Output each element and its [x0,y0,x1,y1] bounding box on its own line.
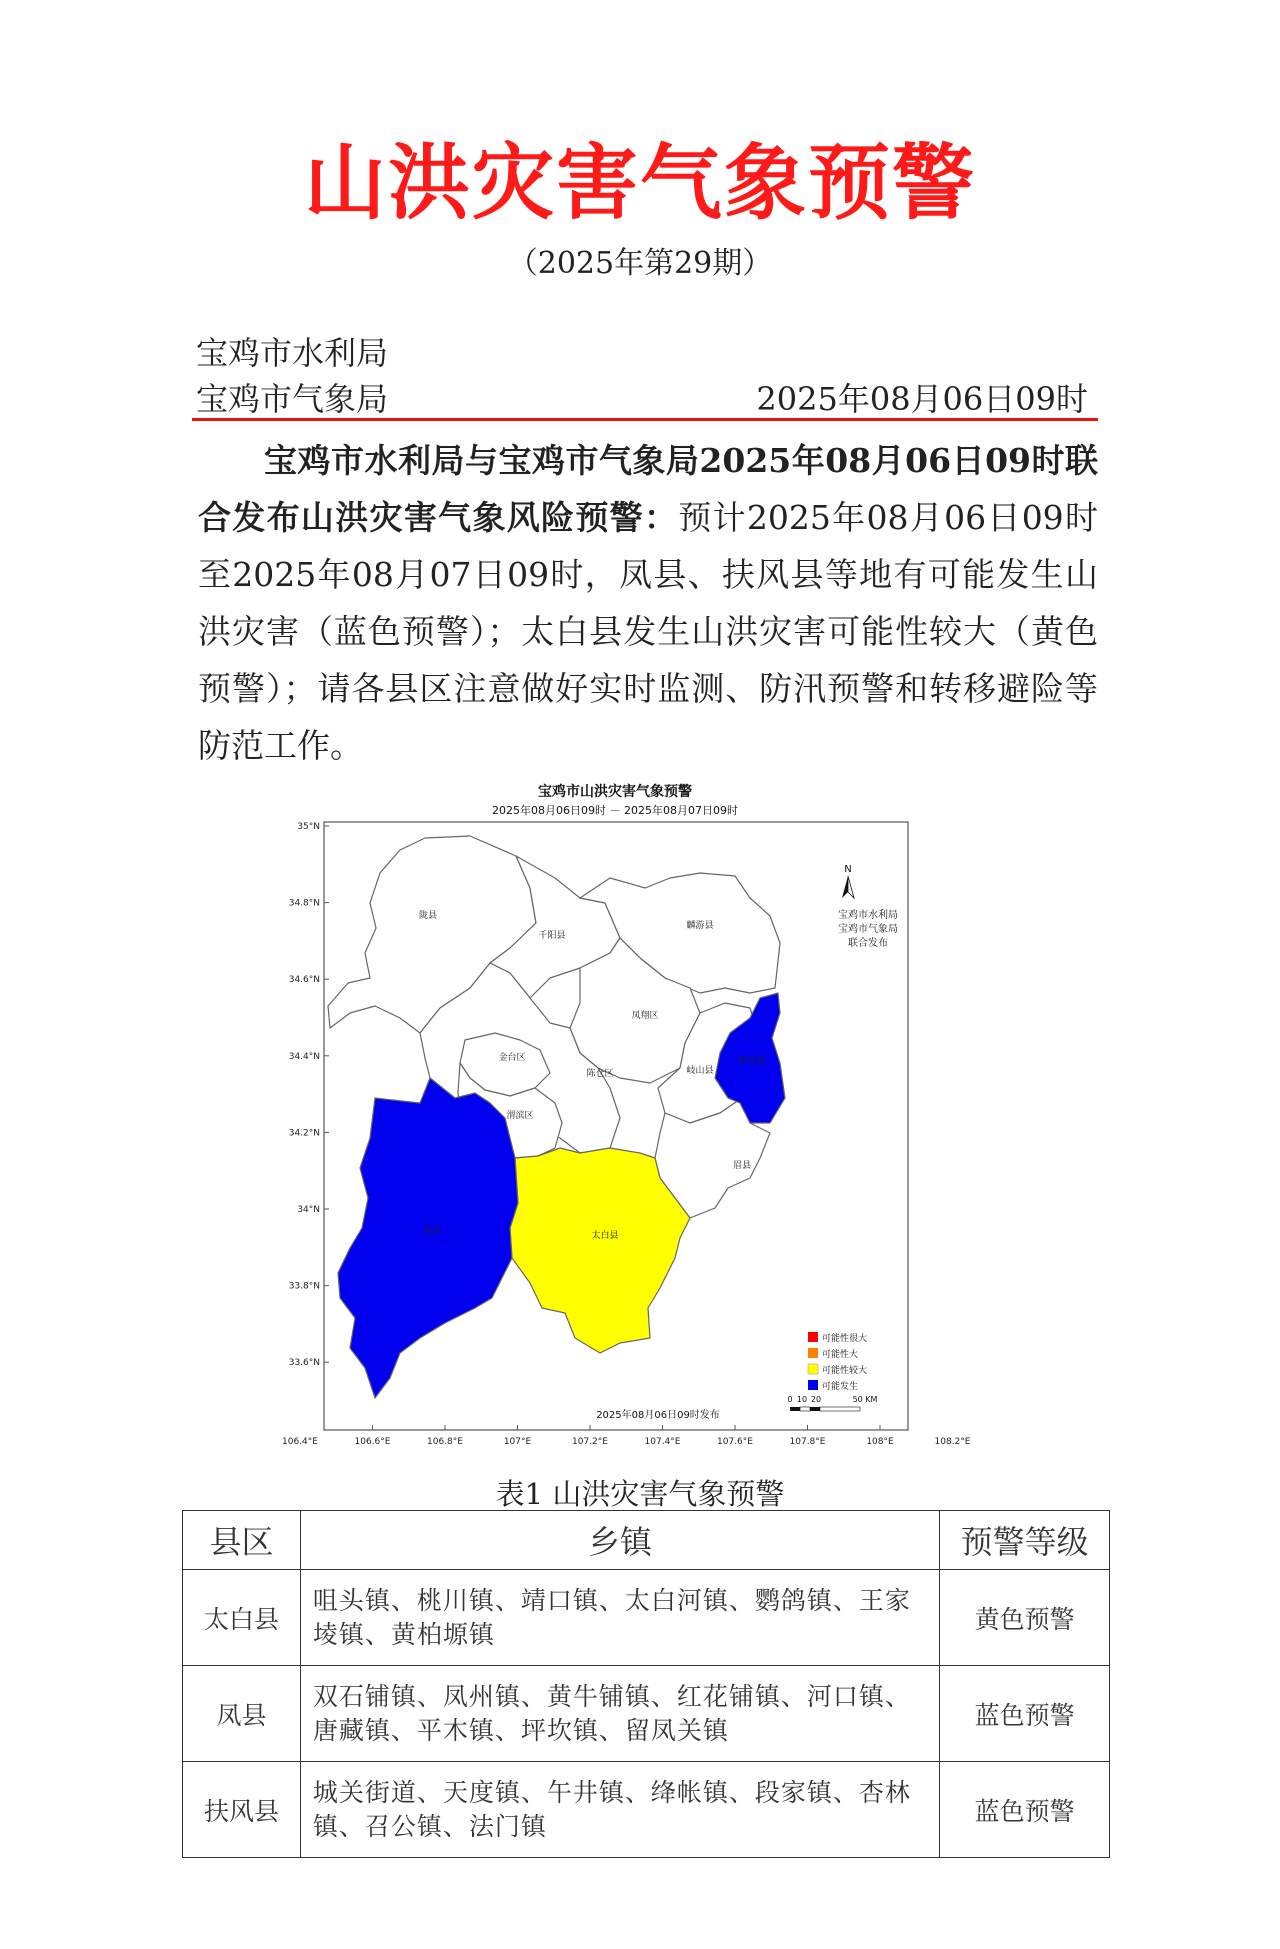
lon-tick-label: 107.8°E [789,1437,826,1447]
latitude-ticks [289,822,329,1368]
lat-tick-label: 33.6°N [288,1358,320,1369]
label-chencang: 陈仓区 [586,1069,614,1079]
row-towns: 双石铺镇、凤州镇、黄牛铺镇、红花铺镇、河口镇、唐藏镇、平木镇、坪坎镇、留凤关镇 [300,1666,939,1762]
issue-datetime: 2025年08月06日09时 [756,380,1088,418]
row-county: 凤县 [183,1666,301,1762]
row-county: 扶风县 [183,1762,301,1858]
label-fengxian: 凤县 [422,1226,442,1236]
map-title: 宝鸡市山洪灾害气象预警 [538,784,692,800]
row-level: 蓝色预警 [940,1666,1110,1762]
lon-tick-label: 107°E [503,1437,532,1447]
legend-swatch-likely [808,1348,818,1358]
document-title: 山洪灾害气象预警 [303,136,976,231]
row-county: 太白县 [183,1570,301,1666]
scale-label-20: 20 [810,1395,822,1404]
lon-tick-label: 106.4°E [282,1437,318,1447]
label-qishan: 岐山县 [686,1066,714,1076]
warning-text: 预计2025年08月06日09时至2025年08月07日09时，凤县、扶风县等地有可能发生山洪灾害（蓝色预警）；太白县发生山洪灾害可能性较大（黄色预警）；请各县区注意做好实时监测、防汛预警和转移避险等防范工作。 [198,498,1098,765]
lat-tick-label: 34.8°N [288,898,320,909]
scale-label-50: 50 KM [852,1395,878,1404]
issue-number: （2025年第29期） [507,246,773,281]
north-label: N [844,864,852,875]
table-row [183,1762,1110,1858]
lon-tick-label: 106.6°E [354,1437,391,1447]
lat-tick-label: 34.2°N [288,1128,320,1139]
legend-swatch-fairly-likely [808,1364,818,1374]
legend-label-likely: 可能性大 [822,1350,859,1360]
table-caption: 表1 山洪灾害气象预警 [495,1477,785,1511]
lat-tick-label: 35°N [297,822,320,832]
warning-lead: 宝鸡市水利局与宝鸡市气象局2025年08月06日09时联合发布山洪灾害气象风险预警： [198,441,1098,537]
label-weibin: 渭滨区 [506,1111,534,1121]
table-row [183,1666,1110,1762]
map-publisher-3: 联合发布 [848,938,888,949]
header-level: 预警等级 [940,1511,1110,1570]
map-publisher-1: 宝鸡市水利局 [838,910,898,921]
lon-tick-label: 107.6°E [717,1437,753,1447]
label-jintai: 金台区 [498,1053,526,1063]
map-published-time: 2025年08月06日09时发布 [596,1410,720,1421]
scale-label-0: 0 [787,1395,793,1404]
lon-tick-label: 106.8°E [427,1437,463,1447]
lat-tick-label: 34.4°N [288,1051,320,1062]
row-level: 黄色预警 [940,1570,1110,1666]
row-level: 蓝色预警 [940,1762,1110,1858]
legend-swatch-very-likely [808,1332,818,1342]
lat-tick-label: 34.6°N [288,975,320,986]
map-subtitle: 2025年08月06日09时 － 2025年08月07日09时 [492,804,738,817]
warning-map [280,778,1000,1448]
lat-tick-label: 34°N [297,1205,320,1215]
header-towns: 乡镇 [300,1511,939,1570]
legend-label-possible: 可能发生 [822,1382,859,1392]
legend-swatch-possible [808,1380,818,1390]
lon-tick-label: 107.2°E [572,1437,608,1447]
label-linyou: 麟游县 [686,921,714,931]
label-fufeng: 扶风县 [738,1056,766,1066]
map-publisher-2: 宝鸡市气象局 [838,924,898,935]
label-fengxiang: 凤翔区 [631,1011,659,1021]
legend-label-very-likely: 可能性很大 [822,1334,868,1344]
lon-tick-label: 107.4°E [644,1437,681,1447]
label-taibai: 太白县 [591,1231,619,1241]
red-divider [192,418,1098,421]
header-county: 县区 [183,1511,301,1570]
table-row [183,1570,1110,1666]
row-towns: 城关街道、天度镇、午井镇、绛帐镇、段家镇、杏林镇、召公镇、法门镇 [300,1762,939,1858]
label-qianyang: 千阳县 [538,931,566,941]
lat-tick-label: 33.8°N [288,1281,320,1292]
table-header-row [183,1511,1110,1570]
label-longxian: 陇县 [418,911,438,921]
lon-tick-label: 108°E [866,1437,894,1447]
issuer-weather-bureau: 宝鸡市气象局 [196,380,389,418]
warning-paragraph [198,432,1098,774]
lon-tick-label: 108.2°E [934,1437,971,1447]
row-towns: 咀头镇、桃川镇、靖口镇、太白河镇、鹦鸽镇、王家堎镇、黄柏塬镇 [300,1570,939,1666]
label-meixian: 眉县 [732,1161,752,1171]
issuer-water-bureau: 宝鸡市水利局 [196,334,389,372]
warning-table [182,1510,1110,1858]
legend-label-fairly-likely: 可能性较大 [822,1366,868,1376]
scale-label-10: 10 [796,1395,808,1404]
